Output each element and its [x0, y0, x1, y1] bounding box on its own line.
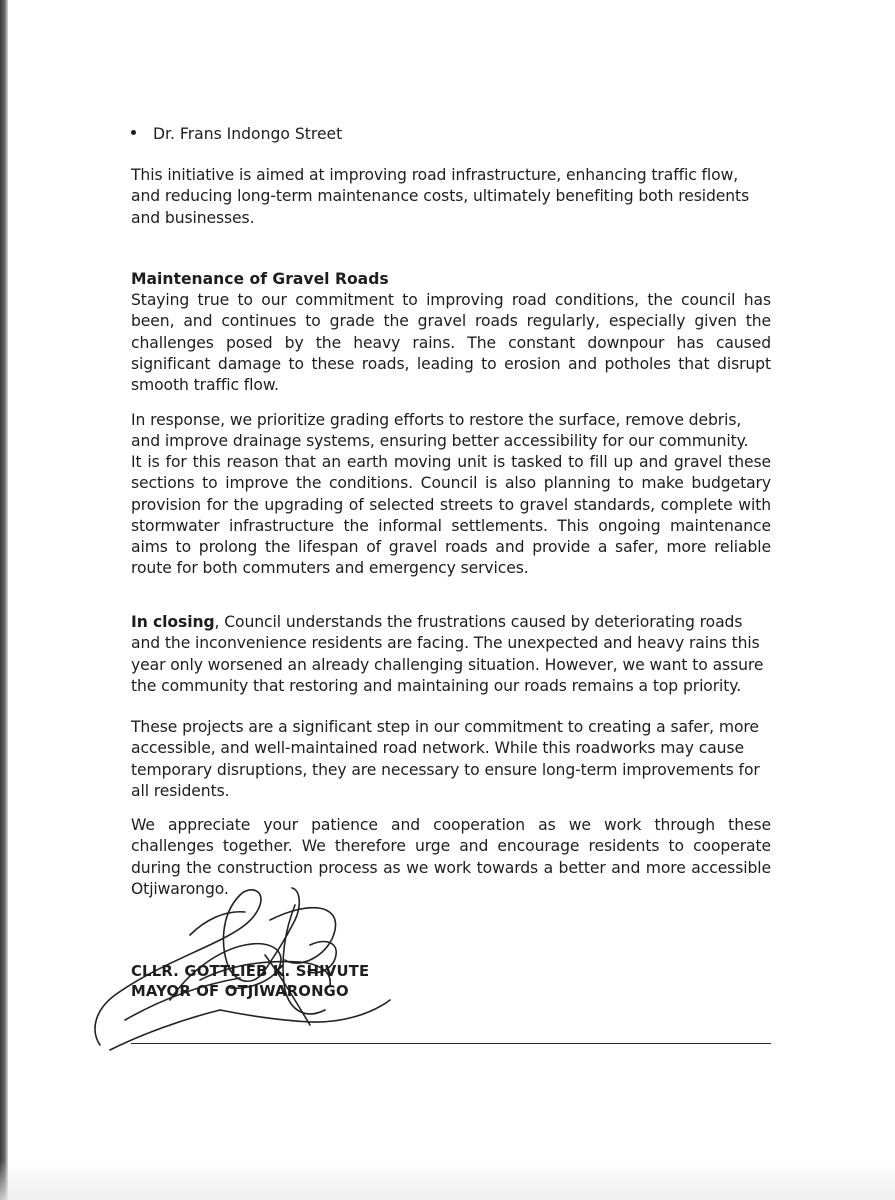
section-heading: Maintenance of Gravel Roads [131, 270, 389, 288]
bullet-text: Dr. Frans Indongo Street [153, 125, 343, 143]
closing-paragraph [131, 612, 771, 697]
appreciation-paragraph: We appreciate your patience and cooperation as we work through these challenges together. We therefore urge and encourage residents to cooperate during the construction process as we work towards a better and more accessible Otjiwarongo. [131, 816, 771, 898]
scan-edge [0, 0, 8, 1200]
signatory-name: CLLR. GOTTLIEB K. SHIVUTE [131, 963, 370, 980]
gravel-paragraph-2a: In response, we prioritize grading efforts to restore the surface, remove debris, and improve drainage systems, ensuring better accessibility for our community. [131, 411, 749, 451]
gravel-paragraph-2b: It is for this reason that an earth moving unit is tasked to fill up and gravel these sections to improve the conditions. Council is also planning to make budgetary provision for the upgrading of selected streets to gravel standards, complete with stormwater infrastructure the informal settlements. This ongoing maintenance aims to prolong the lifespan of gravel roads and provide a safer, more reliable route for both commuters and emergency services. [131, 453, 771, 578]
closing-text: , Council understands the frustrations caused by deteriorating roads and the inconvenience residents are facing. The unexpected and heavy rains this year only worsened an already challenging situation. However, we want to assure the community that restoring and maintaining our roads remains a top priority. [131, 613, 764, 695]
scan-bottom-shadow [0, 1160, 895, 1200]
bullet-icon [131, 130, 136, 135]
bullet-list-item [131, 124, 342, 145]
signature-line [131, 1043, 771, 1044]
signatory-title: MAYOR OF OTJIWARONGO [131, 983, 349, 1000]
projects-paragraph: These projects are a significant step in our commitment to creating a safer, more accessible, and well-maintained road network. While this roadworks may cause temporary disruptions, they are necessary to ensure long-term improvements for all residents. [131, 718, 760, 800]
gravel-paragraph-1: Staying true to our commitment to improving road conditions, the council has been, and continues to grade the gravel roads regularly, especially given the challenges posed by the heavy rains. The constant downpour has caused significant damage to these roads, leading to erosion and potholes that disrupt smooth traffic flow. [131, 291, 771, 395]
intro-paragraph: This initiative is aimed at improving road infrastructure, enhancing traffic flow, and reducing long-term maintenance costs, ultimately benefiting both residents and businesses. [131, 166, 750, 227]
closing-lead: In closing [131, 613, 215, 631]
